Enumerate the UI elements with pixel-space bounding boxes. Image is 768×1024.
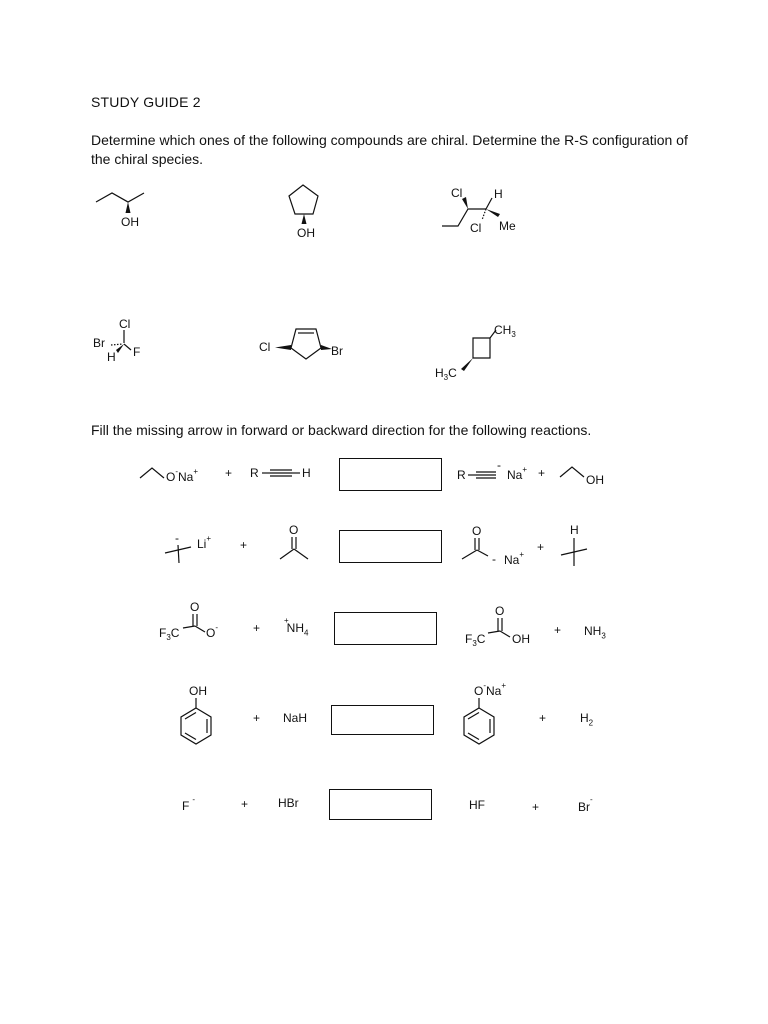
bromide-label: Br-: [578, 795, 593, 814]
reaction-5-arrow-box[interactable]: [329, 789, 432, 820]
svg-text:Li+: Li+: [197, 534, 212, 551]
halomethane-cl-label: Cl: [119, 317, 131, 331]
trifluoroacetate-structure: [158, 599, 233, 645]
hydrogen-label: $H_2$: [580, 711, 594, 728]
reaction-4-plus-2: +: [539, 711, 547, 725]
enolate-o-label: O: [472, 524, 482, 538]
reaction-1-plus-1: +: [225, 466, 233, 480]
reaction-2-arrow-box[interactable]: [339, 530, 442, 563]
halomethane-f-label: F: [133, 345, 141, 359]
butanol-oh-label: OH: [121, 215, 139, 229]
hydrogen-fluoride-label: HF: [469, 798, 485, 812]
ethoxide-na-label: Na: [178, 470, 194, 484]
tert-butyllithium-structure: [162, 533, 222, 567]
tert-butyllithium-li-label: Li: [197, 537, 207, 551]
cyclopentene-structure: [256, 318, 348, 368]
ethoxide-structure: [138, 460, 208, 486]
cyclopentene-br-label: Br: [331, 344, 343, 358]
reaction-5-plus-1: +: [241, 797, 249, 811]
dichloro-cl2-label: Cl: [470, 221, 482, 235]
trifluoroacetic-acid-o-label: O: [495, 604, 505, 618]
svg-text:-: -: [175, 531, 179, 545]
svg-text:-: -: [497, 458, 501, 472]
alkyne-h-label: H: [302, 466, 311, 480]
acetone-o-label: O: [289, 523, 299, 537]
reaction-3-arrow-box[interactable]: [334, 612, 437, 645]
arrows-instructions: Fill the missing arrow in forward or backward direction for the following reactions.: [91, 422, 592, 438]
phenoxide-na-label: Na: [486, 684, 502, 698]
phenoxide-o-label: O: [474, 684, 484, 698]
page-title: STUDY GUIDE 2: [91, 94, 201, 110]
dichloro-structure: [440, 184, 530, 240]
cyclopentanol-oh-label: OH: [297, 226, 315, 240]
sodium-hydride-label: NaH: [283, 711, 308, 725]
trifluoroacetate-o-label: O: [190, 600, 200, 614]
svg-text:O-: O-: [206, 623, 219, 640]
phenoxide-structure: [460, 682, 520, 748]
ammonia-label: $NH_3$: [584, 624, 606, 641]
acetylide-structure: [455, 458, 533, 486]
reaction-3-plus-1: +: [253, 621, 261, 635]
reaction-1-arrow-box[interactable]: [339, 458, 442, 491]
reaction-4-plus-1: +: [253, 711, 261, 725]
halomethane-h-label: H: [107, 350, 116, 364]
cyclopentene-cl-label: Cl: [259, 340, 271, 354]
cyclopentanol-structure: [284, 181, 334, 243]
phenol-structure: [176, 682, 220, 748]
halomethane-br-label: Br: [93, 336, 105, 350]
trifluoroacetate-om-label: O: [206, 626, 216, 640]
cyclobutane-h3c-label: $H_3C$: [435, 366, 457, 382]
svg-text:F3C: $F_3C$: [465, 632, 486, 648]
acetylide-r-label: R: [457, 468, 466, 482]
enolate-structure: [460, 523, 530, 569]
phenol-oh-label: OH: [189, 684, 207, 698]
trifluoroacetic-acid-f-label: F: [465, 632, 473, 646]
enolate-minus-label: -: [492, 552, 496, 566]
reaction-1-plus-2: +: [538, 466, 546, 480]
reaction-2-plus-2: +: [537, 540, 545, 554]
dichloro-cl1-label: Cl: [451, 186, 463, 200]
alkyne-r-label: R: [250, 466, 259, 480]
svg-text:O-Na+: O-Na+: [474, 681, 507, 698]
reaction-3-plus-2: +: [554, 623, 562, 637]
reaction-4-arrow-box[interactable]: [331, 705, 434, 735]
svg-text:F3C: $F_3C$: [159, 626, 180, 642]
svg-text:Na+: Na+: [504, 550, 525, 567]
isobutane-structure: [558, 522, 594, 570]
ethanol-structure: [558, 463, 613, 489]
fluoride-label: F -: [182, 795, 196, 813]
acetylide-na-label: Na: [507, 468, 523, 482]
dichloro-h-label: H: [494, 187, 503, 201]
svg-text:O-Na+: O-Na+: [166, 467, 199, 484]
chirality-instructions: Determine which ones of the following compounds are chiral. Determine the R-S configuration of the chiral species.: [91, 132, 688, 167]
trifluoroacetate-f-label: F: [159, 626, 167, 640]
cyclobutane-ch3-label: $CH_3$: [494, 323, 516, 339]
reaction-2-plus-1: +: [240, 538, 248, 552]
dichloro-me-label: Me: [499, 219, 516, 233]
reaction-5-plus-2: +: [532, 800, 540, 814]
alkyne-structure: [248, 463, 320, 483]
butanol-structure: [92, 188, 152, 233]
halomethane-structure: [92, 316, 152, 366]
ethanol-oh-label: OH: [586, 473, 604, 487]
isobutane-h-label: H: [570, 523, 579, 537]
svg-text:Na+: Na+: [507, 465, 528, 482]
enolate-na-label: Na: [504, 553, 520, 567]
ammonium-label: $^+NH_4$: [284, 616, 309, 638]
trifluoroacetic-acid-structure: [464, 603, 544, 651]
trifluoroacetic-acid-oh-label: OH: [512, 632, 530, 646]
ethoxide-o-label: O: [166, 470, 176, 484]
acetone-structure: [276, 522, 316, 564]
cyclobutane-structure: [434, 316, 524, 384]
hydrogen-bromide-label: HBr: [278, 796, 299, 810]
